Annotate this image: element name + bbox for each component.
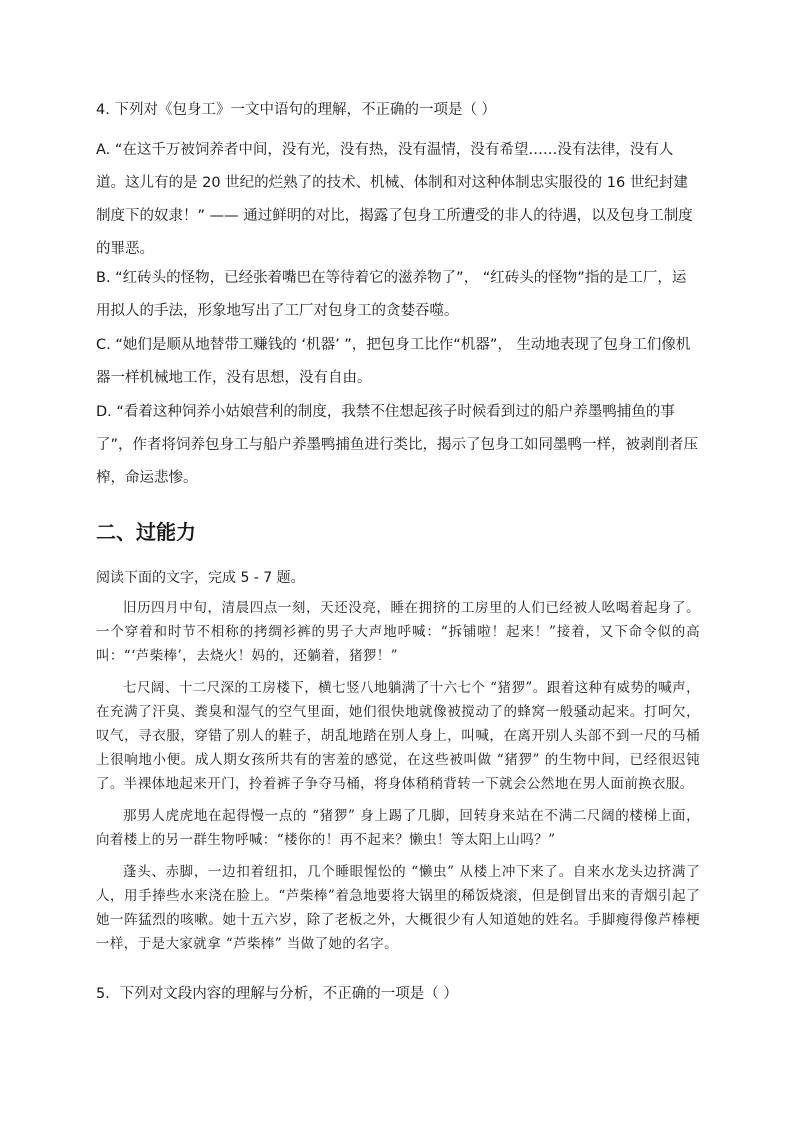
passage-paragraph: 蓬头、赤脚，一边扣着纽扣，几个睡眼惺忪的 “懒虫” 从楼上冲下来了。自来水龙头边挤满了人，用手捧些水来浇在脸上。“芦柴棒”着急地要将大锅里的稀饭烧滚，但是倒冒出来的青烟引起了她一阵猛烈的咳嗽。她十五六岁，除了老板之外，大概很少有人知道她的姓名。手脚瘦得像芦棒梗一样，于是大家就拿 “芦柴棒” 当做了她的名字。 bbox=[96, 864, 700, 952]
section-heading: 二、过能力 bbox=[96, 520, 196, 544]
passage-paragraph: 那男人虎虎地在起得慢一点的 “猪猡” 身上踢了几脚，回转身来站在不满二尺阔的楼梯上面，向着楼上的另一群生物呼喊：“楼你的！再不起来？懒虫！等太阳上山吗？” bbox=[96, 808, 700, 848]
question-5-stem: 5．下列对文段内容的理解与分析，不正确的一项是（ ） bbox=[96, 986, 458, 1002]
reading-instruction: 阅读下面的文字，完成 5 - 7 题。 bbox=[96, 570, 305, 586]
question-4-option-a: A. “在这千万被饲养者中间，没有光，没有热，没有温情，没有希望……没有法律，没有人道。这儿有的是 20 世纪的烂熟了的技术、机械、体制和对这种体制忠实服役的 16 世纪封建制度下的奴隶！” —— 通过鲜明的对比，揭露了包身工所遭受的非人的待遇，以及包身工制度的罪恶。 bbox=[96, 142, 693, 257]
reading-passage bbox=[96, 596, 700, 964]
question-4-option-b: B. “红砖头的怪物，已经张着嘴巴在等待着它的滋养物了”， “红砖头的怪物”指的是工厂，运用拟人的手法，形象地写出了工厂对包身工的贪婪吞噬。 bbox=[96, 270, 687, 319]
passage-paragraph: 旧历四月中旬，清晨四点一刻，天还没亮，睡在拥挤的工房里的人们已经被人吆喝着起身了。一个穿着和时节不相称的拷绸衫裤的男子大声地呼喊：“拆铺啦！起来！”接着，又下命令似的高叫：“‘芦柴棒’，去烧火！妈的，还躺着，猪猡！” bbox=[96, 600, 700, 664]
question-4-stem: 4. 下列对《包身工》一文中语句的理解，不正确的一项是（ ） bbox=[96, 102, 497, 118]
passage-paragraph: 七尺阔、十二尺深的工房楼下，横七竖八地躺满了十六七个 “猪猡”。跟着这种有威势的喊声，在充满了汗臭、粪臭和湿气的空气里面，她们很快地就像被搅动了的蜂窝一般骚动起来。打呵欠，叹气，寻衣服，穿错了别人的鞋子，胡乱地踏在别人身上，叫喊，在离开别人头部不到一尺的马桶上很响地小便。成人期女孩所共有的害羞的感觉，在这些被叫做 “猪猡” 的生物中间，已经很迟钝了。半裸体地起来开门，拎着裤子争夺马桶，将身体稍稍背转一下就会公然地在男人面前换衣服。 bbox=[96, 680, 700, 792]
question-4-option-d: D. “看着这种饲养小姑娘营利的制度，我禁不住想起孩子时候看到过的船户养墨鸭捕鱼的事了”，作者将饲养包身工与船户养墨鸭捕鱼进行类比，揭示了包身工如同墨鸭一样，被剥削者压榨，命运悲惨。 bbox=[96, 404, 699, 486]
question-4-option-c: C. “她们是顺从地替带工赚钱的 ‘机器’ ”，把包身工比作“机器”， 生动地表现了包身工们像机器一样机械地工作，没有思想，没有自由。 bbox=[96, 337, 691, 386]
